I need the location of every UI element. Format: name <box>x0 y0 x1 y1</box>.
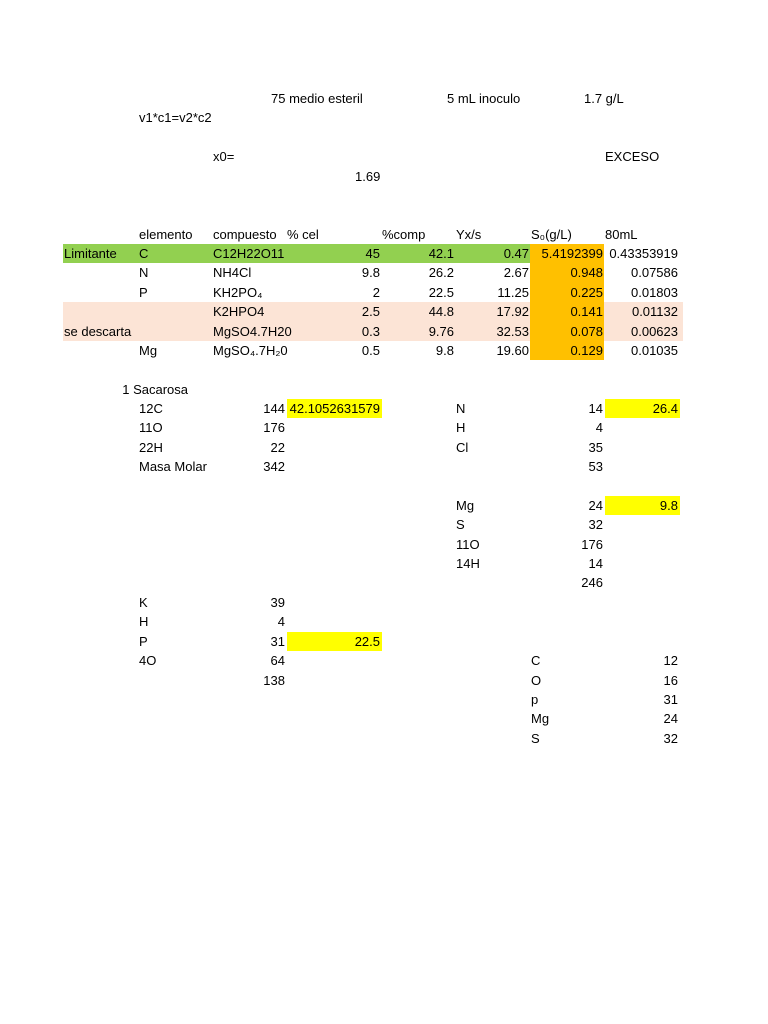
header-compuesto: compuesto <box>213 227 277 242</box>
mgso4-value: 176 <box>581 537 603 552</box>
mgso4-value: 14 <box>588 556 603 571</box>
inoculo-label: 5 mL inoculo <box>447 91 521 106</box>
cell-elemento: Mg <box>139 343 158 358</box>
atomic-value: 12 <box>663 653 678 668</box>
atomic-label: O <box>531 673 542 688</box>
cell-80ml: 0.01132 <box>631 304 678 319</box>
cell-compuesto: KH2PO₄ <box>213 285 263 300</box>
cell-80ml: 0.01035 <box>631 343 678 358</box>
header-yxs: Yx/s <box>456 227 482 242</box>
cell-compuesto: MgSO₄.7H₂0 <box>213 343 288 358</box>
descarta-label: se descarta <box>64 324 132 339</box>
mgso4-label: S <box>456 517 465 532</box>
cell-80ml: 0.01803 <box>631 285 678 300</box>
nh4cl-percent: 26.4 <box>652 401 678 416</box>
header-comp: %comp <box>382 227 426 242</box>
cell-yxs: 2.67 <box>503 265 529 280</box>
mgso4-percent: 9.8 <box>659 498 678 513</box>
cell-so: 0.078 <box>570 324 603 339</box>
nh4cl-label: N <box>456 401 466 416</box>
dilution-formula: v1*c1=v2*c2 <box>139 110 212 125</box>
nh4cl-value: 14 <box>588 401 603 416</box>
atomic-label: p <box>531 692 539 707</box>
cell-comp: 44.8 <box>428 304 454 319</box>
atomic-value: 16 <box>663 673 678 688</box>
kh2po4-value: 31 <box>270 634 285 649</box>
cell-yxs: 19.60 <box>496 343 529 358</box>
cell-cel: 0.5 <box>361 343 380 358</box>
mgso4-label: 11O <box>456 537 480 552</box>
kh2po4-label: H <box>139 614 149 629</box>
cell-elemento: C <box>139 246 149 261</box>
cell-comp: 26.2 <box>428 265 454 280</box>
cell-compuesto: MgSO4.7H20 <box>213 324 292 339</box>
nh4cl-label: Cl <box>456 440 469 455</box>
mgso4-value: 24 <box>588 498 603 513</box>
sacarosa-label: Masa Molar <box>139 459 207 474</box>
x0-value: 1.69 <box>355 169 381 184</box>
mgso4-label: Mg <box>456 498 475 513</box>
cell-comp: 42.1 <box>428 246 454 261</box>
atomic-value: 31 <box>663 692 678 707</box>
sacarosa-title: 1 Sacarosa <box>122 382 188 397</box>
nh4cl-total: 53 <box>588 459 603 474</box>
cell-80ml: 0.00623 <box>631 324 678 339</box>
cell-elemento: P <box>139 285 148 300</box>
kh2po4-label: K <box>139 595 148 610</box>
cell-so: 0.225 <box>570 285 603 300</box>
cell-80ml: 0.43353919 <box>609 246 678 261</box>
mgso4-total: 246 <box>581 575 603 590</box>
cell-yxs: 0.47 <box>503 246 529 261</box>
mgso4-value: 32 <box>588 517 603 532</box>
cell-yxs: 11.25 <box>497 285 529 300</box>
cell-yxs: 17.92 <box>496 304 529 319</box>
atomic-value: 24 <box>663 711 678 726</box>
sacarosa-value: 342 <box>263 459 285 474</box>
cell-compuesto: NH4Cl <box>213 265 252 280</box>
cell-so: 5.4192399 <box>541 246 603 261</box>
cell-cel: 45 <box>365 246 380 261</box>
medio-label: 75 medio esteril <box>271 91 363 106</box>
sacarosa-label: 22H <box>139 440 163 455</box>
cell-80ml: 0.07586 <box>631 265 678 280</box>
cell-cel: 0.3 <box>361 324 380 339</box>
header-so: S₀(g/L) <box>531 227 572 242</box>
sacarosa-percent: 42.1052631579 <box>289 401 380 416</box>
mgso4-label: 14H <box>456 556 480 571</box>
sacarosa-label: 12C <box>139 401 163 416</box>
nh4cl-label: H <box>456 420 466 435</box>
cell-compuesto: K2HPO4 <box>213 304 265 319</box>
kh2po4-value: 64 <box>270 653 285 668</box>
header-cel: % cel <box>287 227 319 242</box>
atomic-label: C <box>531 653 541 668</box>
cell-compuesto: C12H22O11 <box>213 246 285 261</box>
kh2po4-total: 138 <box>263 673 285 688</box>
cell-comp: 9.76 <box>428 324 454 339</box>
kh2po4-label: P <box>139 634 148 649</box>
x0-label: x0= <box>213 149 235 164</box>
atomic-label: S <box>531 731 540 746</box>
cell-cel: 9.8 <box>361 265 380 280</box>
nh4cl-value: 4 <box>595 420 603 435</box>
kh2po4-percent: 22.5 <box>354 634 380 649</box>
cell-comp: 22.5 <box>428 285 454 300</box>
kh2po4-value: 39 <box>270 595 285 610</box>
cell-comp: 9.8 <box>435 343 454 358</box>
exceso-label: EXCESO <box>605 149 660 164</box>
cell-elemento: N <box>139 265 149 280</box>
limitante-label: Limitante <box>64 246 117 261</box>
cell-so: 0.129 <box>570 343 603 358</box>
sacarosa-value: 144 <box>263 401 285 416</box>
atomic-label: Mg <box>531 711 550 726</box>
kh2po4-label: 4O <box>139 653 157 668</box>
header-80ml: 80mL <box>605 227 638 242</box>
cell-so: 0.948 <box>570 265 603 280</box>
sacarosa-value: 176 <box>263 420 285 435</box>
cell-cel: 2 <box>372 285 380 300</box>
concentration-label: 1.7 g/L <box>584 91 624 106</box>
cell-cel: 2.5 <box>361 304 380 319</box>
atomic-value: 32 <box>663 731 678 746</box>
sacarosa-value: 22 <box>270 440 285 455</box>
cell-yxs: 32.53 <box>496 324 529 339</box>
kh2po4-value: 4 <box>277 614 285 629</box>
header-elemento: elemento <box>139 227 193 242</box>
sacarosa-label: 11O <box>139 420 163 435</box>
cell-so: 0.141 <box>570 304 603 319</box>
nh4cl-value: 35 <box>588 440 603 455</box>
